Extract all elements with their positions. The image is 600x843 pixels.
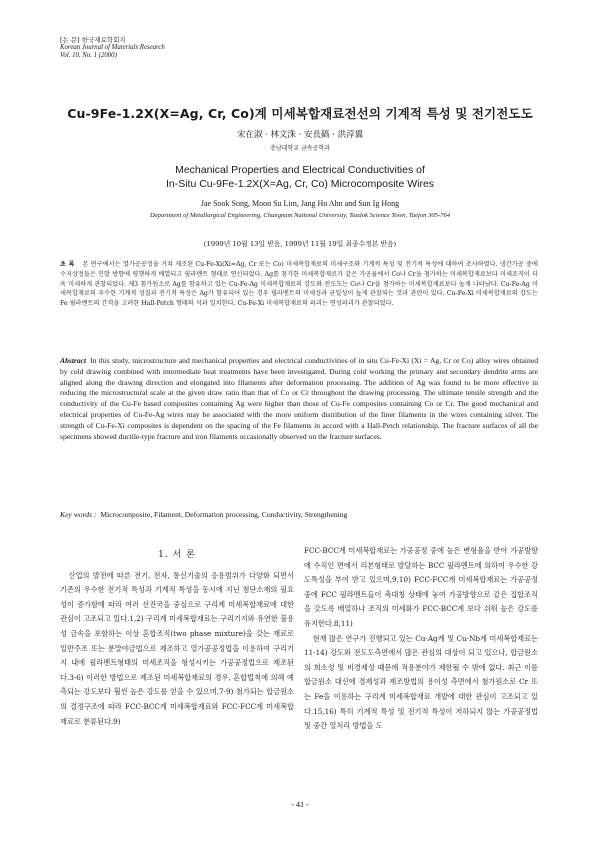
abstract-en	[60, 356, 538, 442]
journal-volume: Vol. 10, No. 1 (2000)	[60, 52, 117, 59]
journal-header	[60, 36, 165, 60]
paragraph: 현재 많은 연구가 진행되고 있는 Cu-Ag계 및 Cu-Nb계 미세복합재료는11-14) 강도와 전도도측면에서 많은 관심의 대상이 되고 있으나, 합금원소의 희소성 및 비경제성 때문에 적용분야가 제한될 수 밖에 없다. 최근 이를 합금원소 대신에 경제성과 제조방법의 용이성 측면에서 첨가원소로 Cr 또는 Fe을 이용하는 구리계 미세복합재료 개발에 대한 관심이 고조되고 있다.15,16) 특히 기계적 특성 및 전기적 특성이 저하되지 않는 가공공정법 및 중간 열처리 방법을 도	[304, 633, 538, 731]
paper-title-en-line1: Mechanical Properties and Electrical Conductivities of	[175, 164, 425, 176]
paragraph: 산업의 발전에 따른 전기, 전자, 통신기술의 응용범위가 다양화 되면서 기존의 우수한 전기적 특성과 기계적 특성을 동시에 지닌 첨단소재의 필요성이 증가함에 따라 여러 선진국을 중심으로 구리계 미세복합재료에 대한 관심이 고조되고 있다.1,2) 구리계 미세복합재료는 구리기지와 유연한 불용성 금속을 포함하는 이상 혼합조직(two phase mixture)을 갖는 재료로 일반주조 또는 분말야금법으로 제조하고 열가공공정법을 이용하여 구리기지 내에 필라멘트형태의 미세조직을 형성시키는 가공공정법으로 제조된다.3-6) 이러한 방법으로 제조된 미세복합재료의 경우, 혼합법칙에 의해 예측되는 강도보다 훨씬 높은 강도를 얻을 수 있으며,7-9) 첨가되는 합금원소의 결정구조에 따라 FCC-BCC계 미세복합재료와 FCC-FCC계 미세복합재료로 분류된다.9)	[60, 570, 294, 726]
abstract-ko-label: 초 록	[60, 261, 75, 268]
authors-ko: 宋在淑 · 林文洙 · 安長鎬 · 洪淳翼	[236, 130, 364, 140]
paragraph: FCC-BCC계 미세복합재료는 가공공정 중에 높은 변형율을 받아 가공방향에 수직인 면에서 리본형태로 발달하는 BCC 필라멘트에 의하여 우수한 강도특성을 부여 받고 있으며,9,10) FCC-FCC계 미세복합재료는 가공공정 중에 FCC 필라멘트들이 축대칭 상태에 놓여 가공방향으로 같은 집합조직을 갖도록 배열하나 조직의 미세화가 FCC-BCC계 보다 쉬워 높은 강도를 유지한다.8,11)	[304, 546, 538, 628]
affiliation-en: Department of Metallurgical Engineering, Chungnam National University, Taedok Science Town, Taejon 305-764	[149, 212, 451, 219]
body-column-left	[60, 548, 294, 729]
page-number: - 41 -	[291, 800, 309, 809]
keywords	[60, 510, 538, 519]
authors-en: Jae Sook Song, Moon Su Lim, Jang Ho Ahn and Sun Ig Hong	[200, 199, 400, 208]
keywords-text: Microcomposite, Filament, Deformation processing, Conductivity, Strengthening	[100, 510, 348, 519]
abstract-ko-text: 본 연구에서는 열가공공정을 거쳐 제조된 Cu-Fe-Xi(Xi=Ag, Cr 또는 Co) 미세복합재료의 미세구조와 기계적 특성 및 전기적 특성에 대하여 조사하였다. 냉간가공 중에 수지상정들은 인발 방향에 평행하게 배열되고 필라멘트 형태로 연신되었다. Ag를 첨가한 미세복합재료가 같은 가공율에서 Co나 Cr을 첨가하는 미세복합재료보다 미세조직이 더욱 미세하게 관찰되었다. 제3 첨가원소로 Ag를 함유하고 있는 Cu-Fe-Ag 미세복합재료의 강도와 전도도는 Co나 Cr을 첨가하는 미세복합재료보다 높게 나타났다. Cu-Fe-Ag 미세복합재료의 우수한 기계적 성질과 전기적 특성은 Ag가 함유되어 있는 경우 필라멘트의 미세성과 균일성이 높게 관찰되는 것과 관련이 있다. Cu-Fe-Xi 미세복합재료의 강도는 Fe 필라멘트의 간격을 고려한 Hall-Petch 형태의 식과 일치한다. Cu-Fe-Xi 미세복합재료의 파괴는 연성파괴가 관찰되었다.	[60, 261, 538, 308]
section-heading-introduction: 1. 서 론	[158, 550, 196, 560]
journal-name-ko: [논 문] 한국재료학회지	[60, 36, 126, 44]
affiliation-ko: 충남대학교 금속공학과	[270, 145, 330, 152]
paper-title-en	[0, 163, 600, 191]
journal-name-en: Korean Journal of Materials Research	[60, 44, 165, 51]
received-dates: (1999년 10월 13일 받음, 1999년 11월 19일 최종수정본 받음)	[203, 240, 397, 248]
abstract-en-text: In this study, microstructure and mechanical properties and electrical conductivities of in situ Cu-Fe-Xi (Xi = Ag, Cr or Co) alloy wires obtained by cold drawing combined with intermediate heat treatments have been investigated. During cold working the primary and secondary dendrite arms are aligned along the drawing direction and elongated into filaments after deformation processing. The addition of Ag was found to be more effective in reducing the microstructural scale at the given draw ratio than that of Co or Cr throughout the drawing processing. The ultimate tensile strength and the conductivity of the Cu-Fe based composites containing Ag were higher than those of Cu-Fe composites containing Co or Cr. The good mechanical and electrical properties of Cu-Fe-Ag wires may be associated with the more uniform distribution of the finer filaments in the wires containing silver. The strength of Cu-Fe-Xi composites is dependent on the spacing of the Fe filaments in accord with a Hall-Petch relationship. The fracture surfaces of all the specimens showed ductile-type fracture and iron filaments occasionally observed on the fracture surfaces.	[60, 356, 538, 441]
paper-title-en-line2: In-Situ Cu-9Fe-1.2X(X=Ag, Cr, Co) Microcomposite Wires	[165, 178, 435, 190]
keywords-label: Key words :	[60, 510, 97, 519]
body-column-right	[304, 544, 538, 734]
abstract-en-label: Abstract	[60, 356, 87, 365]
paper-title-ko: Cu-9Fe-1.2X(X=Ag, Cr, Co)계 미세복합재료전선의 기계적 특성 및 전기전도도	[67, 106, 533, 121]
abstract-ko	[60, 260, 538, 309]
